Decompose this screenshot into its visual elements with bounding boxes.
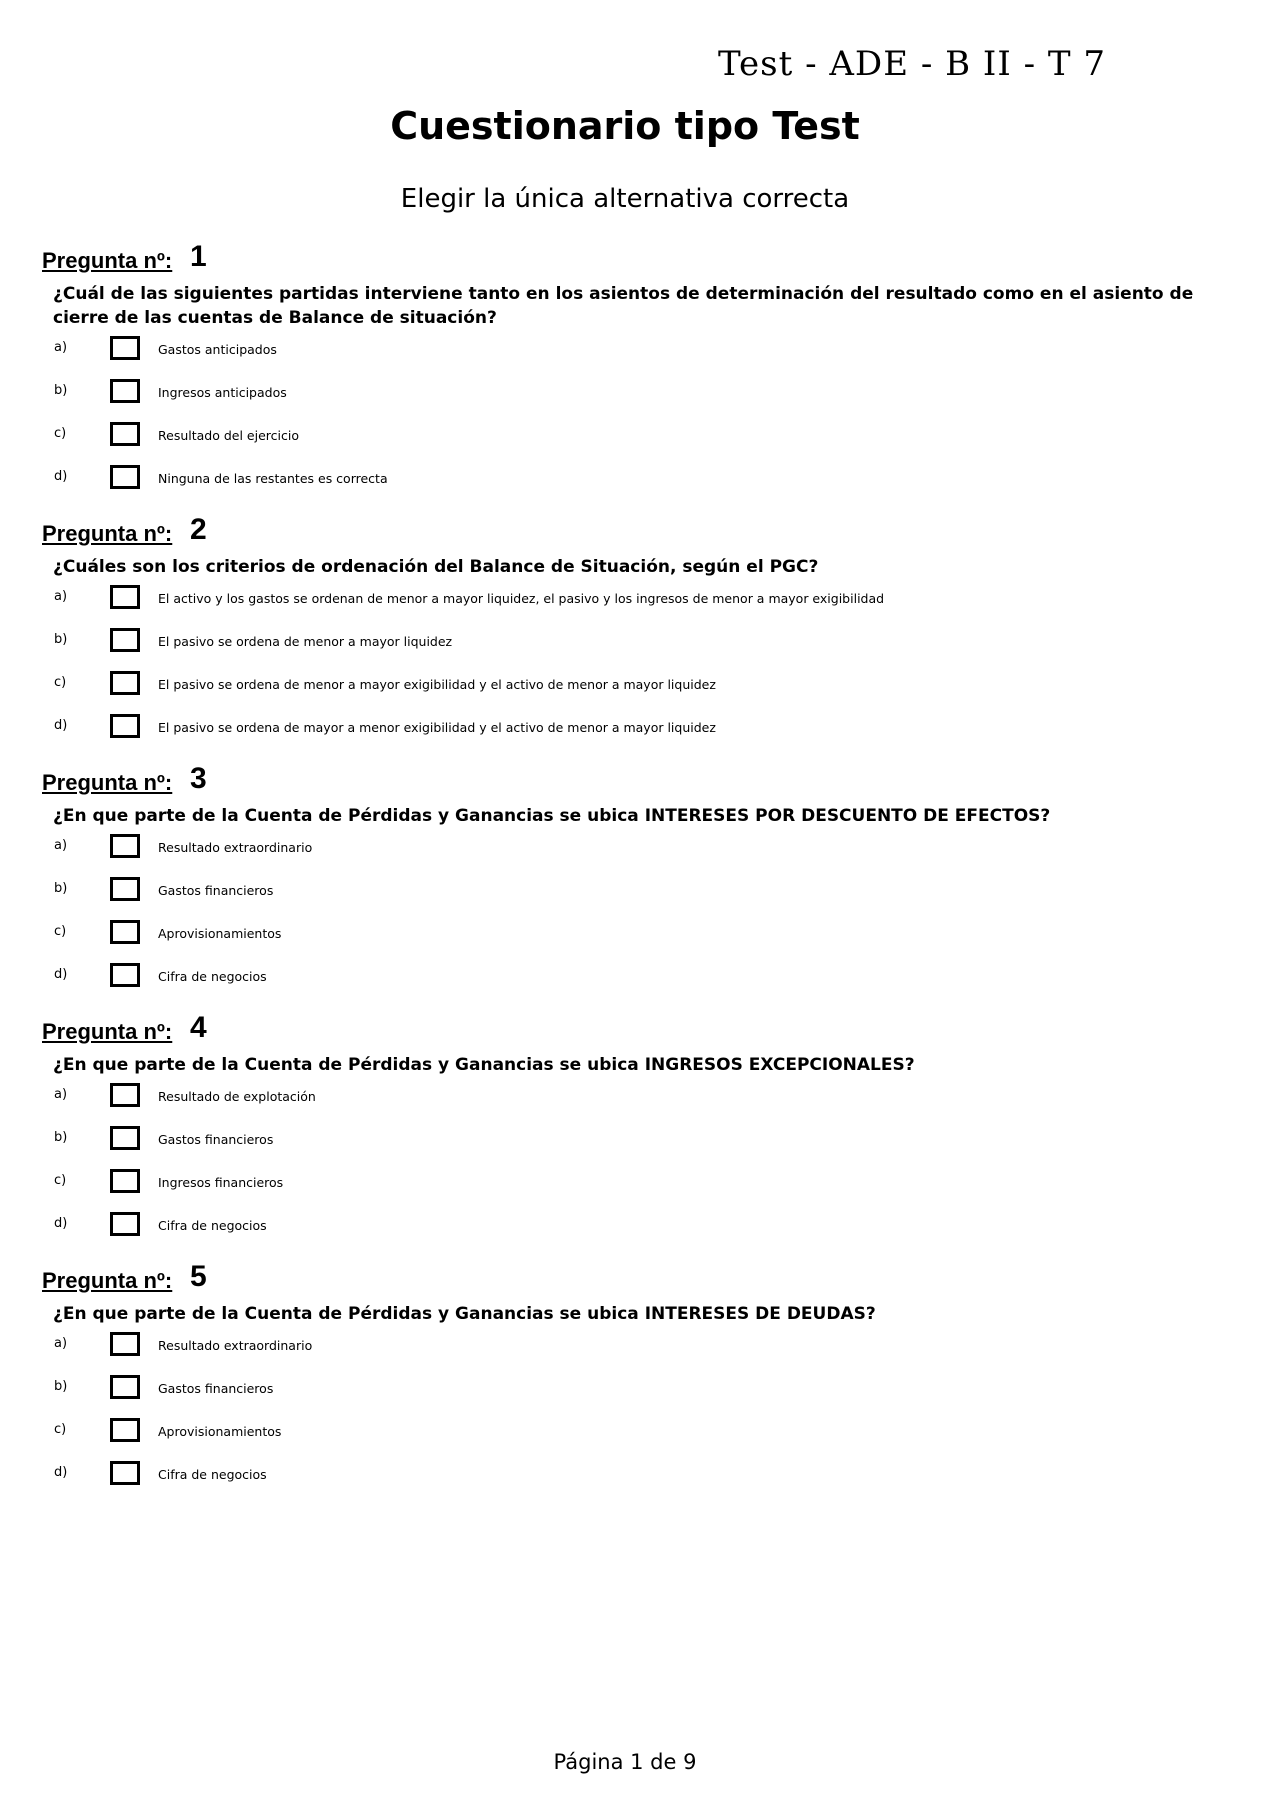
question-label: Pregunta nº: (42, 521, 173, 546)
option-letter: a) (54, 589, 68, 604)
answer-checkbox[interactable] (110, 1332, 140, 1356)
option-list (42, 1332, 1222, 1504)
option-c (42, 920, 1222, 963)
question-text: ¿En que parte de la Cuenta de Pérdidas y Ganancias se ubica INTERESES DE DEUDAS? (53, 1304, 876, 1324)
question-text: ¿En que parte de la Cuenta de Pérdidas y Ganancias se ubica INGRESOS EXCEPCIONALES? (53, 1055, 915, 1075)
question-heading (42, 1011, 1222, 1051)
answer-checkbox[interactable] (110, 834, 140, 858)
option-a (42, 585, 1222, 628)
option-list (42, 336, 1222, 508)
question-heading (42, 762, 1222, 802)
option-letter: a) (54, 838, 68, 853)
answer-checkbox[interactable] (110, 671, 140, 695)
answer-checkbox[interactable] (110, 422, 140, 446)
option-text: Gastos financieros (158, 883, 274, 898)
option-letter: c) (54, 924, 67, 939)
question-4 (42, 1011, 1222, 1255)
option-letter: c) (54, 1422, 67, 1437)
option-letter: d) (54, 967, 68, 982)
option-a (42, 336, 1222, 379)
option-letter: d) (54, 1465, 68, 1480)
answer-checkbox[interactable] (110, 1461, 140, 1485)
answer-checkbox[interactable] (110, 1418, 140, 1442)
page-number: Página 1 de 9 (553, 1750, 697, 1774)
page-subtitle: Elegir la única alternativa correcta (400, 184, 850, 214)
option-text: Gastos anticipados (158, 342, 277, 357)
answer-checkbox[interactable] (110, 1375, 140, 1399)
question-text: ¿En que parte de la Cuenta de Pérdidas y Ganancias se ubica INTERESES POR DESCUENTO DE EFECTOS? (53, 806, 1051, 826)
option-letter: a) (54, 1336, 68, 1351)
answer-checkbox[interactable] (110, 1169, 140, 1193)
option-text: Gastos financieros (158, 1381, 274, 1396)
option-d (42, 465, 1222, 508)
option-list (42, 1083, 1222, 1255)
answer-checkbox[interactable] (110, 1083, 140, 1107)
option-text: Ingresos anticipados (158, 385, 287, 400)
option-list (42, 834, 1222, 1006)
question-2 (42, 513, 1222, 757)
test-code-label: Test - ADE - B II - T 7 (718, 44, 1106, 84)
option-c (42, 1418, 1222, 1461)
option-b (42, 1126, 1222, 1169)
option-text: Aprovisionamientos (158, 926, 282, 941)
answer-checkbox[interactable] (110, 877, 140, 901)
option-letter: a) (54, 1087, 68, 1102)
option-b (42, 628, 1222, 671)
option-c (42, 1169, 1222, 1212)
option-letter: d) (54, 718, 68, 733)
question-number: 5 (190, 1260, 207, 1293)
option-letter: c) (54, 675, 67, 690)
option-text: El activo y los gastos se ordenan de menor a mayor liquidez, el pasivo y los ingresos de menor a mayor exigibilidad (158, 591, 885, 606)
option-letter: c) (54, 426, 67, 441)
question-heading (42, 513, 1222, 553)
question-text: ¿Cuál de las siguientes partidas interviene tanto en los asientos de determinación del resultado como en el asiento de cierre de las cuentas de Balance de situación? (53, 284, 1194, 328)
answer-checkbox[interactable] (110, 585, 140, 609)
option-text: El pasivo se ordena de mayor a menor exigibilidad y el activo de menor a mayor liquidez (158, 720, 716, 735)
option-text: Resultado de explotación (158, 1089, 316, 1104)
option-a (42, 834, 1222, 877)
option-text: Resultado extraordinario (158, 1338, 313, 1353)
question-3 (42, 762, 1222, 1006)
option-text: Cifra de negocios (158, 969, 267, 984)
option-letter: d) (54, 1216, 68, 1231)
answer-checkbox[interactable] (110, 963, 140, 987)
option-b (42, 379, 1222, 422)
answer-checkbox[interactable] (110, 1126, 140, 1150)
question-label: Pregunta nº: (42, 1268, 173, 1293)
answer-checkbox[interactable] (110, 336, 140, 360)
question-number: 4 (190, 1011, 207, 1044)
question-1 (42, 240, 1222, 508)
question-number: 1 (190, 240, 207, 273)
question-label: Pregunta nº: (42, 248, 173, 273)
option-d (42, 1461, 1222, 1504)
option-c (42, 671, 1222, 714)
option-text: Aprovisionamientos (158, 1424, 282, 1439)
question-number: 3 (190, 762, 207, 795)
option-letter: b) (54, 1379, 68, 1394)
option-text: El pasivo se ordena de menor a mayor exigibilidad y el activo de menor a mayor liquidez (158, 677, 716, 692)
option-text: Resultado extraordinario (158, 840, 313, 855)
option-letter: b) (54, 1130, 68, 1145)
answer-checkbox[interactable] (110, 379, 140, 403)
option-d (42, 963, 1222, 1006)
option-text: Cifra de negocios (158, 1218, 267, 1233)
option-text: Ninguna de las restantes es correcta (158, 471, 388, 486)
option-letter: b) (54, 383, 68, 398)
option-letter: c) (54, 1173, 67, 1188)
question-5 (42, 1260, 1222, 1504)
option-letter: b) (54, 881, 68, 896)
option-a (42, 1083, 1222, 1126)
question-heading (42, 1260, 1222, 1300)
answer-checkbox[interactable] (110, 1212, 140, 1236)
page-title: Cuestionario tipo Test (390, 104, 860, 148)
answer-checkbox[interactable] (110, 465, 140, 489)
option-b (42, 877, 1222, 920)
question-text: ¿Cuáles son los criterios de ordenación del Balance de Situación, según el PGC? (53, 557, 819, 577)
option-text: Gastos financieros (158, 1132, 274, 1147)
question-heading (42, 240, 1222, 280)
option-letter: a) (54, 340, 68, 355)
option-b (42, 1375, 1222, 1418)
option-letter: d) (54, 469, 68, 484)
question-number: 2 (190, 513, 207, 546)
question-label: Pregunta nº: (42, 770, 173, 795)
option-text: Cifra de negocios (158, 1467, 267, 1482)
option-text: El pasivo se ordena de menor a mayor liquidez (158, 634, 453, 649)
answer-checkbox[interactable] (110, 628, 140, 652)
option-text: Resultado del ejercicio (158, 428, 299, 443)
option-c (42, 422, 1222, 465)
option-a (42, 1332, 1222, 1375)
option-list (42, 585, 1222, 757)
option-letter: b) (54, 632, 68, 647)
answer-checkbox[interactable] (110, 714, 140, 738)
option-text: Ingresos financieros (158, 1175, 284, 1190)
option-d (42, 1212, 1222, 1255)
question-label: Pregunta nº: (42, 1019, 173, 1044)
answer-checkbox[interactable] (110, 920, 140, 944)
option-d (42, 714, 1222, 757)
